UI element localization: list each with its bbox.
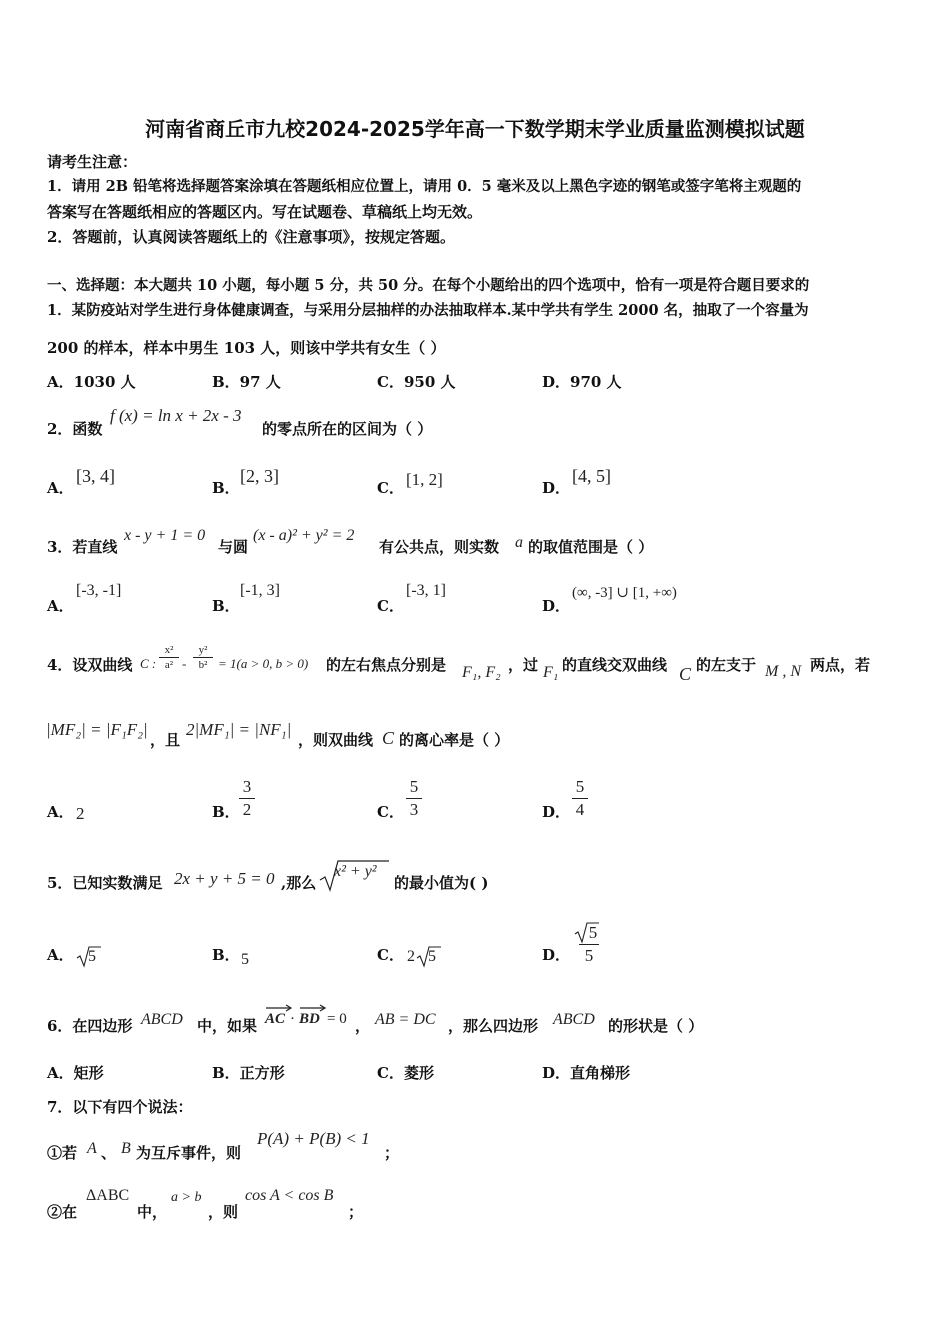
q4-f1: F₁	[543, 664, 559, 681]
q4-c2: C	[382, 728, 395, 748]
q7-s1-formula: P(A) + P(B) < 1	[257, 1129, 370, 1148]
q4-option-d-label: D．	[542, 803, 571, 821]
q4-stem-mid1: 的左右焦点分别是	[326, 656, 447, 674]
q4-frac-y	[192, 643, 214, 672]
q6-option-d: D．直角梯形	[542, 1064, 631, 1082]
q4-and: ，且	[150, 731, 181, 749]
q7-s1-sep: 、	[101, 1144, 117, 1162]
q2-option-b: [2, 3]	[240, 466, 279, 486]
q3-line-formula: x - y + 1 = 0	[124, 527, 206, 544]
q4-stem-mid5: ，则双曲线	[298, 731, 374, 749]
q4-stem-post2: 的离心率是（ ）	[399, 731, 510, 749]
q7-s2-end: ；	[348, 1203, 364, 1221]
q3-option-d: (∞, -3] ∪ [1, +∞)	[572, 585, 677, 601]
q4-option-d-num: 5	[575, 777, 585, 796]
q3-var: a	[515, 534, 523, 551]
q4-frac-x-den: a²	[164, 659, 174, 671]
q2-option-d: [4, 5]	[572, 466, 611, 486]
q6-option-b: B．正方形	[212, 1064, 285, 1082]
q4-frac-y-num: y²	[198, 644, 208, 656]
q6-option-c: C．菱形	[377, 1064, 434, 1082]
q5-option-b-label: B．	[212, 946, 240, 964]
q1-option-b: B．97 人	[212, 373, 281, 391]
q5-stem-mid: ,那么	[281, 874, 317, 892]
q4-stem-pre: 4．设双曲线	[47, 656, 133, 674]
q2-option-b-label: B．	[212, 479, 240, 497]
q6-stem-pre: 6．在四边形	[47, 1017, 133, 1035]
q7-s2-mid: 中，	[137, 1203, 168, 1221]
q6-stem-mid2: ，那么四边形	[448, 1017, 539, 1035]
q5-option-d-label: D．	[542, 946, 571, 964]
q4-option-c-num: 5	[409, 777, 419, 796]
q2-stem-post: 的零点所在的区间为（ ）	[262, 420, 433, 438]
q4-frac-y-den: b²	[198, 659, 208, 671]
q1-option-d: D．970 人	[542, 373, 622, 391]
q4-option-c-den: 3	[409, 800, 419, 819]
q1-option-c: C．950 人	[377, 373, 456, 391]
q4-c: C	[679, 664, 692, 684]
q5-stem-pre: 5．已知实数满足	[47, 874, 163, 892]
q7-s2-condition: a > b	[171, 1190, 202, 1205]
q5-equation: 2x + y + 5 = 0	[174, 869, 275, 888]
notice-line-1a: 1．请用 2B 铅笔将选择题答案涂填在答题纸相应位置上，请用 0．5 毫米及以上黑色字迹的钢笔或签字笔将主观题的	[47, 178, 802, 195]
q3-option-c: [-3, 1]	[406, 582, 446, 599]
q3-option-c-label: C．	[377, 597, 404, 615]
q5-option-d-fraction	[578, 922, 600, 967]
q6-option-a: A．矩形	[47, 1064, 104, 1082]
q6-stem-mid1: 中，如果	[197, 1017, 258, 1035]
q7-s1-a: A	[87, 1140, 97, 1157]
q5-option-c-label: C．	[377, 946, 404, 964]
notice-line-2: 2．答题前，认真阅读答题纸上的《注意事项》，按规定答题。	[47, 228, 455, 246]
q3-circle-formula: (x - a)² + y² = 2	[253, 527, 355, 544]
q7-s1-pre: ①若	[47, 1144, 78, 1162]
notice-line-1b: 答案写在答题纸相应的答题区内。写在试题卷、草稿纸上均无效。	[47, 203, 483, 221]
q7-s1-end: ；	[384, 1144, 400, 1162]
q3-option-d-label: D．	[542, 597, 571, 615]
q7-s1-b: B	[121, 1140, 131, 1157]
q6-quad2: ABCD	[553, 1011, 595, 1028]
q7-stem: 7．以下有四个说法：	[47, 1098, 193, 1116]
q5-option-c-coef: 2	[407, 948, 415, 965]
q1-stem-line2: 200 的样本，样本中男生 103 人，则该中学共有女生（ ）	[47, 339, 446, 357]
q3-option-b: [-1, 3]	[240, 582, 280, 599]
q2-option-a: [3, 4]	[76, 466, 115, 486]
q6-vec-bd: BD	[299, 1011, 320, 1027]
q1-option-a: A．1030 人	[47, 373, 136, 391]
q5-option-a-label: A．	[47, 946, 74, 964]
q2-option-c: [1, 2]	[406, 470, 443, 489]
q2-option-c-label: C．	[377, 479, 404, 497]
q3-stem-mid2: 有公共点，则实数	[379, 538, 500, 556]
q3-option-a: [-3, -1]	[76, 582, 122, 599]
q7-s2-pre: ②在	[47, 1203, 78, 1221]
q6-stem-post: 的形状是（ ）	[608, 1017, 704, 1035]
q4-stem-post1: 两点，若	[810, 656, 871, 674]
q7-s2-formula: cos A < cos B	[245, 1187, 334, 1204]
q4-option-a: 2	[76, 804, 85, 823]
q5-option-b: 5	[241, 951, 249, 968]
q4-mn: M , N	[765, 663, 801, 680]
q2-formula: f (x) = ln x + 2x - 3	[110, 406, 242, 425]
q4-option-b-den: 2	[242, 800, 252, 819]
q3-stem-mid: 与圆	[218, 538, 249, 556]
q7-s1-mid: 为互斥事件，则	[136, 1144, 242, 1162]
notice-heading: 请考生注意：	[47, 153, 138, 171]
q6-comma: ，	[355, 1017, 371, 1035]
q4-option-d-fraction	[571, 776, 589, 821]
q6-dot-tail: = 0	[327, 1011, 347, 1027]
q4-stem-mid4: 的左支于	[696, 656, 757, 674]
q4-curve-tail: = 1(a > 0, b > 0)	[218, 656, 309, 671]
q4-frac-x	[158, 643, 180, 672]
q2-option-a-label: A．	[47, 479, 74, 497]
q2-option-d-label: D．	[542, 479, 571, 497]
q4-stem-mid3: 的直线交双曲线	[562, 656, 668, 674]
q4-option-c-label: C．	[377, 803, 404, 821]
q7-s2-triangle: ΔABC	[86, 1187, 130, 1204]
q4-curve-head: C :	[140, 656, 157, 671]
q3-option-a-label: A．	[47, 597, 74, 615]
q5-option-d-den: 5	[584, 946, 594, 965]
q4-option-c-fraction	[405, 776, 423, 821]
q2-stem-pre: 2．函数	[47, 420, 103, 438]
q6-equality: AB = DC	[375, 1011, 436, 1028]
q5-option-d-num: 5	[588, 923, 598, 942]
q5-stem-post: 的最小值为( )	[394, 874, 489, 892]
q4-option-d-den: 4	[575, 800, 585, 819]
q3-stem-post: 的取值范围是（ ）	[528, 538, 654, 556]
page-title: 河南省商丘市九校2024-2025学年高一下数学期末学业质量监测模拟试题	[145, 117, 805, 141]
q4-cond2: 2|MF₁| = |NF₁|	[186, 720, 292, 739]
section-heading: 一、选择题：本大题共 10 小题，每小题 5 分，共 50 分。在每个小题给出的四个选项中，恰有一项是符合题目要求的	[47, 277, 810, 294]
q4-option-b-fraction	[238, 776, 256, 821]
q4-option-b-label: B．	[212, 803, 240, 821]
q7-s2-mid2: ，则	[208, 1203, 239, 1221]
q6-quad: ABCD	[141, 1011, 183, 1028]
q5-option-a: 5	[88, 948, 96, 965]
q6-vec-ac: AC	[265, 1011, 286, 1027]
q4-cond1: |MF₂| = |F₁F₂|	[46, 720, 148, 739]
q3-stem-pre: 3．若直线	[47, 538, 118, 556]
q5-option-c: 5	[428, 948, 436, 965]
q4-option-a-label: A．	[47, 803, 74, 821]
q3-option-b-label: B．	[212, 597, 240, 615]
q5-sqrt-radicand: x² + y²	[334, 863, 377, 880]
q1-stem-line1: 1．某防疫站对学生进行身体健康调查，与采用分层抽样的办法抽取样本.某中学共有学生 2000 名，抽取了一个容量为	[47, 302, 809, 319]
q4-foci: F₁, F₂	[462, 664, 501, 681]
q4-frac-x-num: x²	[164, 644, 174, 656]
q4-stem-mid2: ，过	[508, 656, 539, 674]
q4-option-b-num: 3	[242, 777, 252, 796]
